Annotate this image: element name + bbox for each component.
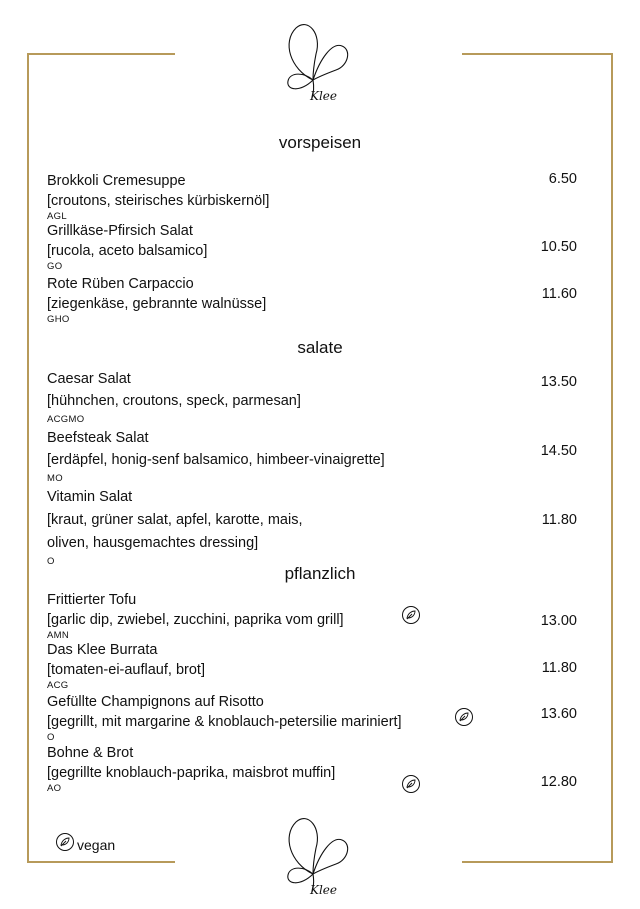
item-name: Bohne & Brot bbox=[47, 745, 134, 761]
menu-item bbox=[47, 487, 302, 568]
item-price: 11.80 bbox=[541, 660, 577, 676]
menu-item bbox=[47, 743, 335, 795]
brand-logo-bottom bbox=[270, 808, 370, 900]
menu-item bbox=[47, 369, 301, 426]
item-name: Frittierter Tofu bbox=[47, 592, 137, 608]
item-price: 13.60 bbox=[540, 706, 577, 722]
item-description: [tomaten-ei-auflauf, brot] bbox=[47, 662, 205, 678]
item-price: 10.50 bbox=[540, 239, 577, 255]
item-name: Gefüllte Champignons auf Risotto bbox=[47, 694, 264, 710]
item-price: 12.80 bbox=[540, 774, 577, 790]
item-description: [hühnchen, croutons, speck, parmesan] bbox=[47, 393, 301, 409]
item-allergens: GO bbox=[47, 261, 63, 272]
item-description-cont: oliven, hausgemachtes dressing] bbox=[47, 535, 259, 551]
item-description: [garlic dip, zwiebel, zucchini, paprika vom grill] bbox=[47, 612, 344, 628]
item-price: 6.50 bbox=[548, 171, 577, 187]
item-description: [gegrillt, mit margarine & knoblauch-petersilie mariniert] bbox=[47, 714, 402, 730]
section-title-salate: salate bbox=[297, 338, 343, 357]
vegan-leaf-icon bbox=[401, 605, 421, 625]
item-allergens: O bbox=[47, 732, 55, 743]
frame-top-left bbox=[27, 53, 175, 55]
item-price: 11.60 bbox=[541, 286, 577, 302]
menu-item bbox=[47, 692, 402, 744]
frame-bottom-left bbox=[27, 861, 175, 863]
frame-right bbox=[611, 53, 613, 863]
brand-logo-text: Klee bbox=[310, 89, 338, 103]
item-name: Grillkäse-Pfirsich Salat bbox=[47, 223, 193, 239]
item-allergens: MO bbox=[47, 473, 63, 484]
frame-left bbox=[27, 53, 29, 863]
vegan-legend-label: vegan bbox=[77, 836, 116, 853]
item-price: 13.50 bbox=[540, 374, 577, 390]
item-name: Brokkoli Cremesuppe bbox=[47, 173, 186, 189]
clover-logo-icon bbox=[270, 808, 370, 900]
brand-logo-text: Klee bbox=[310, 883, 338, 897]
leaf-circle-icon bbox=[55, 832, 75, 857]
item-price: 11.80 bbox=[541, 512, 577, 528]
section-title-vorspeisen: vorspeisen bbox=[278, 133, 362, 152]
item-price: 14.50 bbox=[540, 443, 577, 459]
item-allergens: AMN bbox=[47, 630, 70, 641]
item-description: [rucola, aceto balsamico] bbox=[47, 243, 208, 259]
menu-item bbox=[47, 428, 385, 485]
item-allergens: O bbox=[47, 556, 55, 567]
vegan-legend bbox=[55, 832, 115, 857]
clover-logo-icon bbox=[270, 14, 370, 106]
section-title-pflanzlich: pflanzlich bbox=[284, 564, 356, 583]
item-description: [kraut, grüner salat, apfel, karotte, mais, bbox=[47, 512, 303, 528]
item-name: Beefsteak Salat bbox=[47, 430, 149, 446]
frame-bottom-right bbox=[462, 861, 613, 863]
item-name: Das Klee Burrata bbox=[47, 642, 158, 658]
item-description: [croutons, steirisches kürbiskernöl] bbox=[47, 193, 270, 209]
item-name: Caesar Salat bbox=[47, 371, 131, 387]
frame-top-right bbox=[462, 53, 613, 55]
menu-item bbox=[47, 171, 269, 223]
item-name: Rote Rüben Carpaccio bbox=[47, 276, 194, 292]
menu-item bbox=[47, 640, 205, 692]
item-description: [gegrillte knoblauch-paprika, maisbrot muffin] bbox=[47, 765, 336, 781]
brand-logo-top bbox=[270, 14, 370, 106]
item-description: [erdäpfel, honig-senf balsamico, himbeer-vinaigrette] bbox=[47, 452, 385, 468]
item-allergens: ACG bbox=[47, 680, 69, 691]
item-allergens: AGL bbox=[47, 211, 67, 222]
item-allergens: ACGMO bbox=[47, 414, 85, 425]
item-price: 13.00 bbox=[540, 613, 577, 629]
item-name: Vitamin Salat bbox=[47, 489, 133, 505]
item-allergens: AO bbox=[47, 783, 62, 794]
vegan-leaf-icon bbox=[401, 774, 421, 794]
menu-item bbox=[47, 221, 207, 273]
item-allergens: GHO bbox=[47, 314, 70, 325]
item-description: [ziegenkäse, gebrannte walnüsse] bbox=[47, 296, 267, 312]
menu-item bbox=[47, 274, 266, 326]
vegan-leaf-icon bbox=[454, 707, 474, 727]
menu-item bbox=[47, 590, 344, 642]
